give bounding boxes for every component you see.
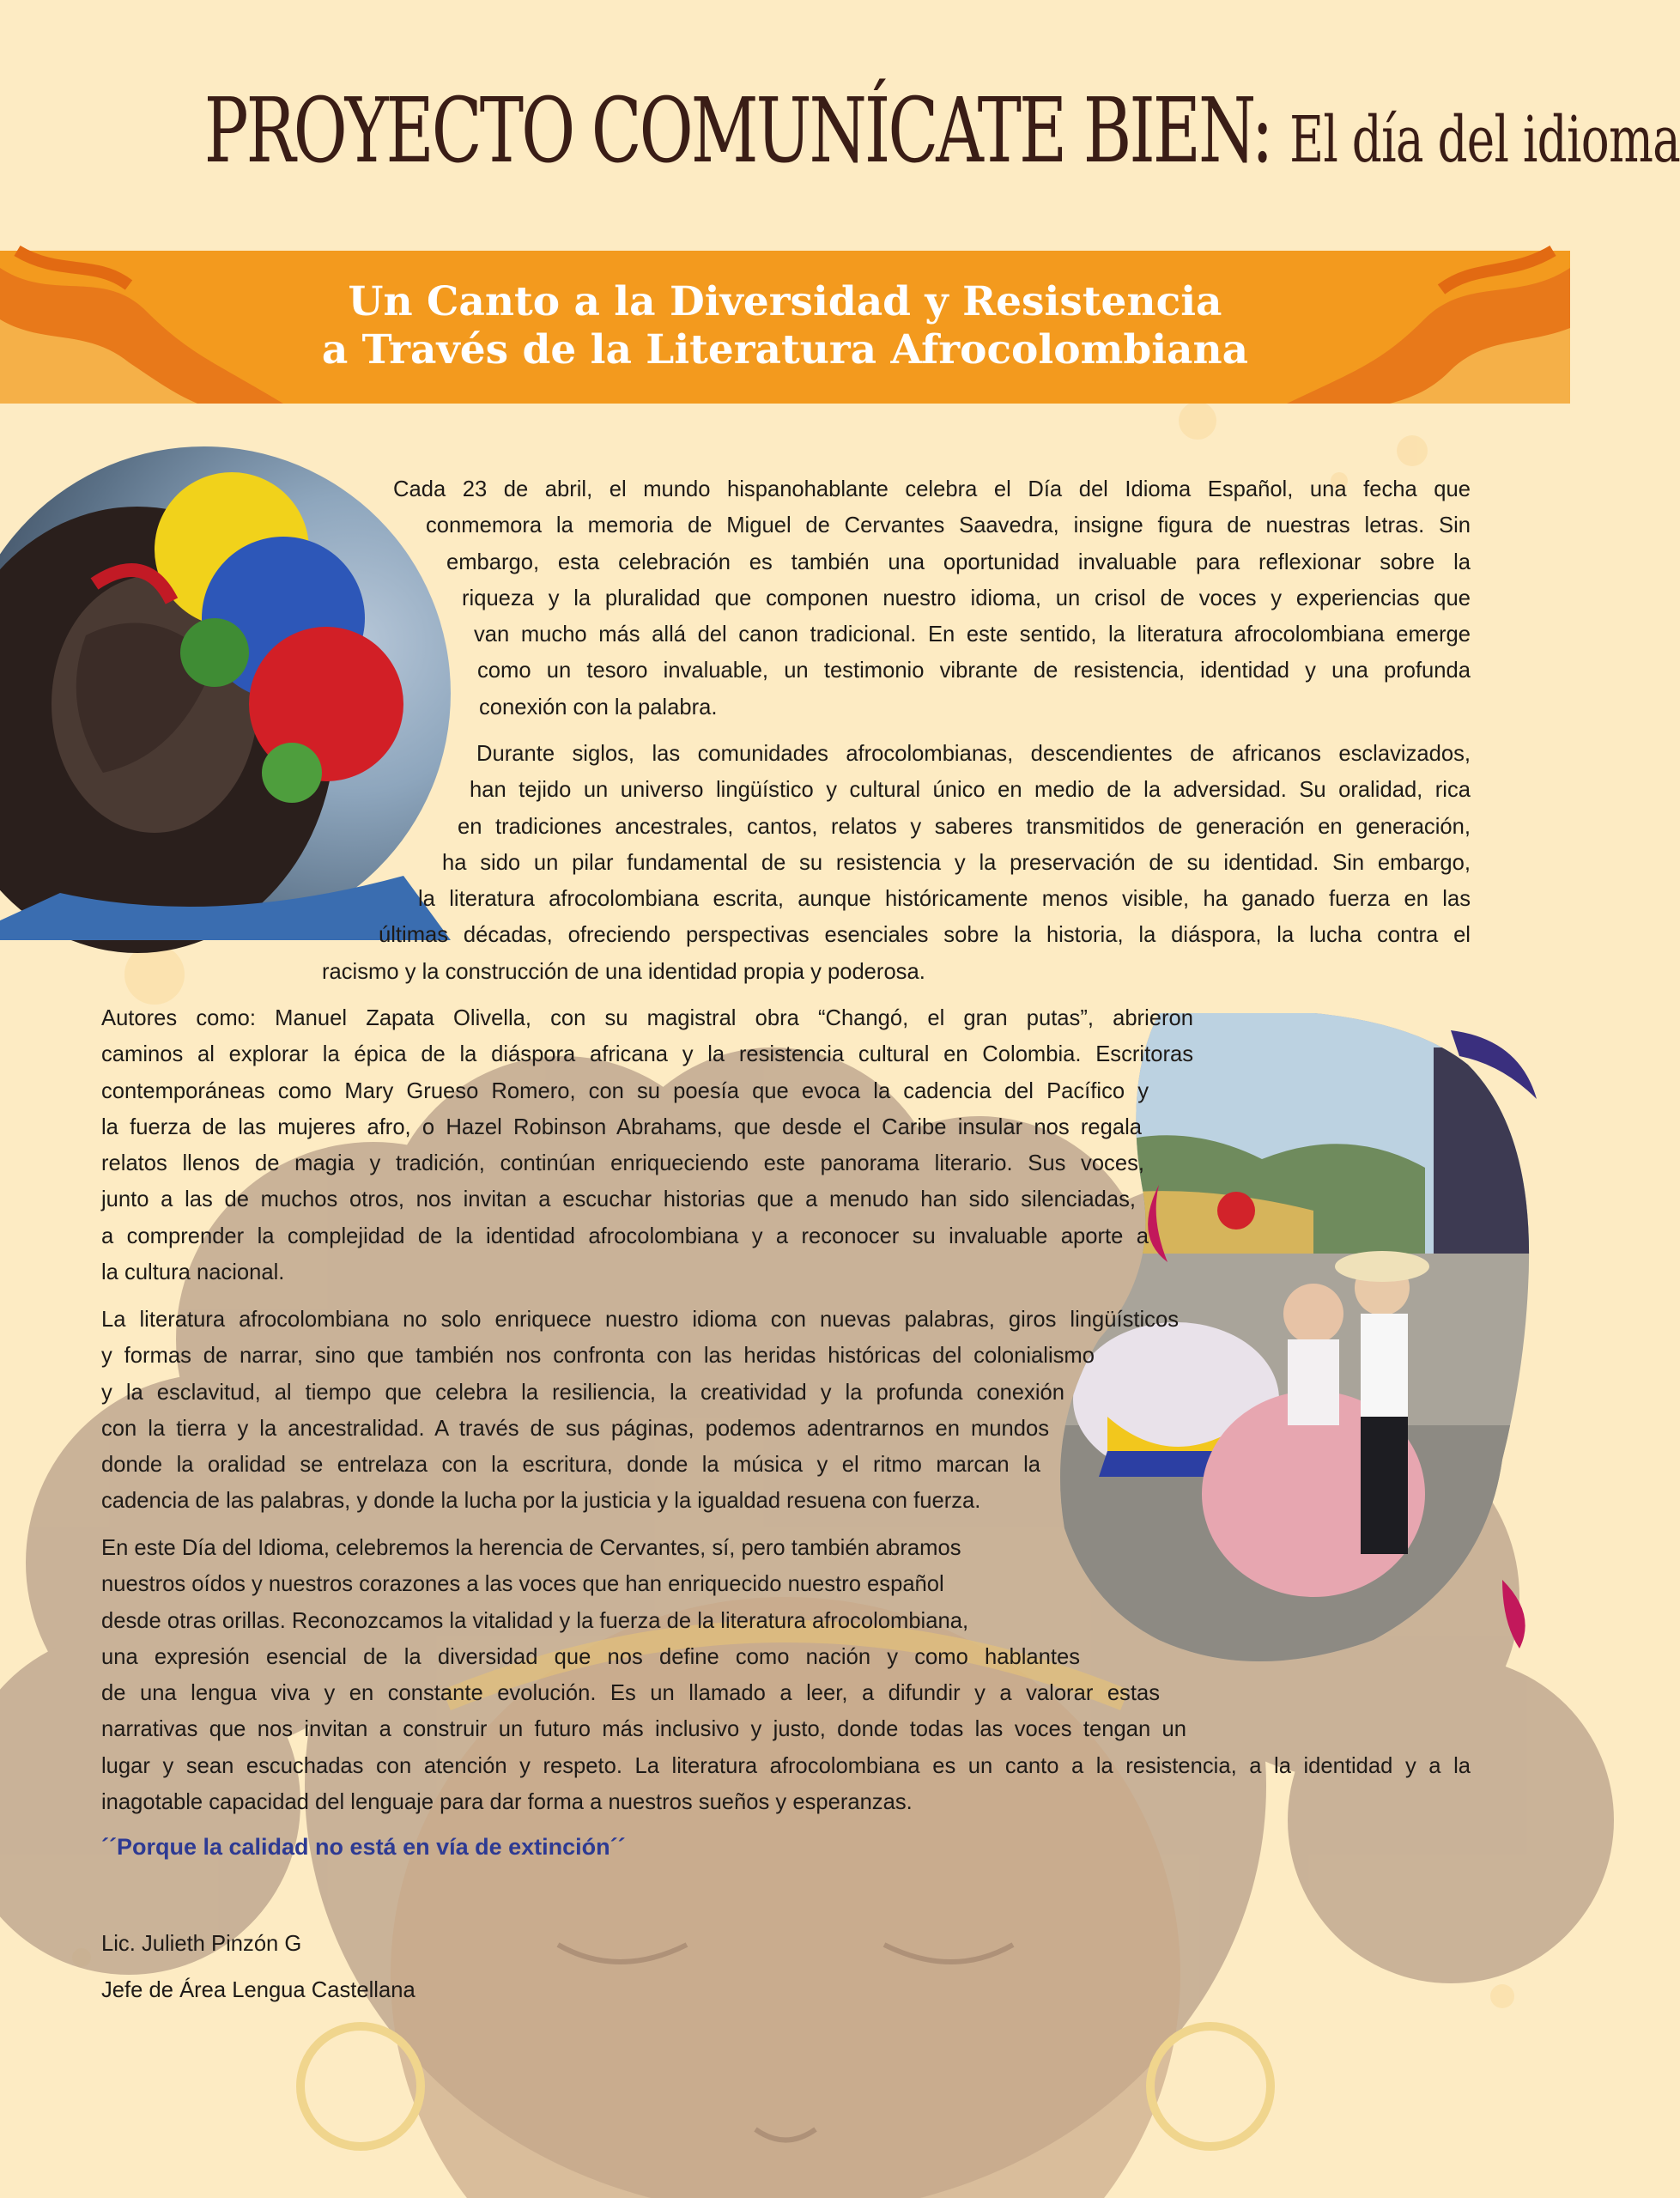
text-line: lugar y sean escuchadas con atención y respeto. La literatura afrocolombiana es un canto a la resistencia, a la identidad y a la — [101, 1753, 1471, 1778]
text-line: cadencia de las palabras, y donde la lucha por la justicia y la igualdad resuena con fuerza. — [101, 1489, 981, 1514]
text-line: relatos llenos de magia y tradición, continúan enriqueciendo este panorama literario. Sus voces, — [101, 1151, 1144, 1176]
text-line: la cultura nacional. — [101, 1260, 285, 1285]
text-line: narrativas que nos invitan a construir un futuro más inclusivo y justo, donde todas las voces tengan un — [101, 1717, 1186, 1742]
paragraph-5 — [101, 1530, 1471, 1820]
text-line: a comprender la complejidad de la identidad afrocolombiana y a reconocer su invaluable aporte a — [101, 1223, 1149, 1248]
text-line: han tejido un universo lingüístico y cultural único en medio de la adversidad. Su oralidad, rica — [470, 778, 1471, 803]
text-line: La literatura afrocolombiana no solo enriquece nuestro idioma con nuevas palabras, giros lingüísticos — [101, 1308, 1179, 1332]
text-line: inagotable capacidad del lenguaje para dar forma a nuestros sueños y esperanzas. — [101, 1790, 913, 1815]
text-line: conexión con la palabra. — [479, 695, 718, 720]
text-line: y formas de narrar, sino que también nos confronta con las heridas históricas del colonialismo — [101, 1344, 1095, 1369]
text-line: y la esclavitud, al tiempo que celebra la resiliencia, la creatividad y la profunda conexión — [101, 1380, 1064, 1405]
text-line: ha sido un pilar fundamental de su resistencia y la preservación de su identidad. Sin embargo, — [442, 850, 1471, 875]
text-line: una expresión esencial de la diversidad que nos define como nación y como hablantes — [101, 1644, 1080, 1669]
text-line: con la tierra y la ancestralidad. A través de sus páginas, podemos adentrarnos en mundos — [101, 1416, 1049, 1441]
text-line: Durante siglos, las comunidades afrocolombianas, descendientes de africanos esclavizados, — [476, 742, 1471, 766]
author-name: Lic. Julieth Pinzón G — [101, 1932, 302, 1956]
text-line: racismo y la construcción de una identidad propia y poderosa. — [322, 959, 925, 984]
paragraph-3 — [101, 1000, 1193, 1290]
text-line: contemporáneas como Mary Grueso Romero, con su poesía que evoca la cadencia del Pacífico y — [101, 1078, 1149, 1103]
text-line: la literatura afrocolombiana escrita, aunque históricamente menos visible, ha ganado fuerza en las — [418, 887, 1471, 912]
text-line: de una lengua viva y en constante evolución. Es un llamado a leer, a difundir y a valorar estas — [101, 1681, 1160, 1706]
closing-quote: ´´Porque la calidad no está en vía de extinción´´ — [101, 1834, 626, 1860]
text-line: como un tesoro invaluable, un testimonio vibrante de resistencia, identidad y una profunda — [477, 659, 1471, 683]
banner-line-2: a Través de la Literatura Afrocolombiana — [321, 326, 1249, 373]
banner-line-1: Un Canto a la Diversidad y Resistencia — [348, 278, 1222, 325]
text-line: nuestros oídos y nuestros corazones a las voces que han enriquecido nuestro español — [101, 1572, 944, 1597]
text-line: caminos al explorar la épica de la diáspora africana y la resistencia cultural en Colombia. Escritoras — [101, 1042, 1193, 1067]
text-line: van mucho más allá del canon tradicional. En este sentido, la literatura afrocolombiana emerge — [474, 622, 1471, 647]
paragraph-4 — [101, 1302, 1179, 1520]
title-sub: El día del idioma — [1289, 103, 1680, 177]
text-line: Autores como: Manuel Zapata Olivella, con su magistral obra “Changó, el gran putas”, abrieron — [101, 1006, 1193, 1030]
text-line: en tradiciones ancestrales, cantos, relatos y saberes transmitidos de generación en generación, — [458, 814, 1471, 839]
text-line: conmemora la memoria de Miguel de Cervantes Saavedra, insigne figura de nuestras letras. Sin — [426, 513, 1471, 538]
text-line: desde otras orillas. Reconozcamos la vitalidad y la fuerza de la literatura afrocolombiana, — [101, 1608, 969, 1633]
text-line: Cada 23 de abril, el mundo hispanohablante celebra el Día del Idioma Español, una fecha que — [393, 477, 1471, 501]
text-line: junto a las de muchos otros, nos invitan a escuchar historias que a menudo han sido silenciadas, — [101, 1187, 1136, 1212]
title-main: PROYECTO COMUNÍCATE BIEN: — [203, 78, 1271, 183]
text-line: donde la oralidad se entrelaza con la escritura, donde la música y el ritmo marcan la — [101, 1453, 1040, 1478]
text-line: En este Día del Idioma, celebremos la herencia de Cervantes, sí, pero también abramos — [101, 1536, 961, 1560]
text-line: últimas décadas, ofreciendo perspectivas esenciales sobre la historia, la diáspora, la lucha contra el — [379, 923, 1471, 948]
paragraph-1 — [393, 471, 1471, 726]
text-line: embargo, esta celebración es también una oportunidad invaluable para reflexionar sobre la — [446, 550, 1471, 574]
text-line: riqueza y la pluralidad que componen nuestro idioma, un crisol de voces y experiencias que — [462, 586, 1471, 610]
author-role: Jefe de Área Lengua Castellana — [101, 1978, 415, 2002]
paragraph-2 — [322, 736, 1471, 990]
text-line: la fuerza de las mujeres afro, o Hazel Robinson Abrahams, que desde el Caribe insular nos regala — [101, 1114, 1142, 1139]
